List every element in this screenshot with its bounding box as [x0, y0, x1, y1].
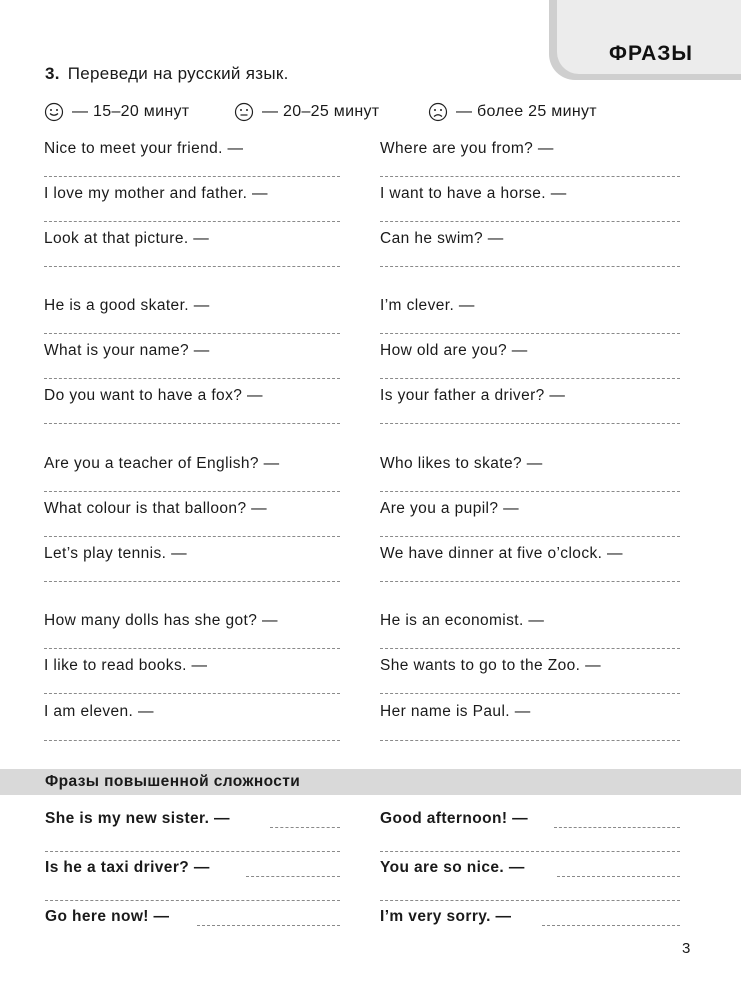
answer-line[interactable] [44, 378, 340, 379]
answer-line[interactable] [380, 581, 680, 582]
answer-line[interactable] [45, 851, 340, 852]
phrase-left: What colour is that balloon? — [44, 500, 268, 517]
answer-line[interactable] [557, 876, 680, 877]
phrase-left: Look at that picture. — [44, 230, 210, 247]
answer-line[interactable] [380, 221, 680, 222]
phrase-left: He is a good skater. — [44, 297, 210, 314]
advanced-section-title: Фразы повышенной сложности [45, 773, 301, 790]
answer-line[interactable] [44, 581, 340, 582]
answer-line[interactable] [44, 693, 340, 694]
answer-line[interactable] [44, 740, 340, 741]
phrase-left: I love my mother and father. — [44, 185, 268, 202]
answer-line[interactable] [380, 423, 680, 424]
answer-line[interactable] [380, 266, 680, 267]
page-number: 3 [682, 940, 691, 957]
answer-line[interactable] [380, 176, 680, 177]
timing-label: — 20–25 минут [262, 103, 380, 120]
timing-label: — 15–20 минут [72, 103, 190, 120]
advanced-phrase-left: Is he a taxi driver? — [45, 859, 210, 876]
advanced-phrase-right: You are so nice. — [380, 859, 525, 876]
advanced-phrase-right: Good afternoon! — [380, 810, 529, 827]
answer-line[interactable] [380, 536, 680, 537]
smiling-face-icon [44, 102, 64, 122]
advanced-phrase-left: She is my new sister. — [45, 810, 230, 827]
answer-line[interactable] [246, 876, 340, 877]
phrase-right: He is an economist. — [380, 612, 545, 629]
phrase-left: Do you want to have a fox? — [44, 387, 263, 404]
answer-line[interactable] [554, 827, 680, 828]
advanced-phrase-right: I’m very sorry. — [380, 908, 512, 925]
task-number: 3. [45, 64, 60, 83]
phrase-right: I’m clever. — [380, 297, 475, 314]
answer-line[interactable] [380, 693, 680, 694]
answer-line[interactable] [44, 266, 340, 267]
phrase-right: She wants to go to the Zoo. — [380, 657, 601, 674]
phrase-right: Who likes to skate? — [380, 455, 543, 472]
phrase-left: I am eleven. — [44, 703, 154, 720]
answer-line[interactable] [44, 648, 340, 649]
neutral-face-icon [234, 102, 254, 122]
answer-line[interactable] [380, 900, 680, 901]
phrase-left: Nice to meet your friend. — [44, 140, 244, 157]
answer-line[interactable] [44, 333, 340, 334]
answer-line[interactable] [270, 827, 340, 828]
advanced-phrase-left: Go here now! — [45, 908, 170, 925]
answer-line[interactable] [197, 925, 340, 926]
phrase-right: Are you a pupil? — [380, 500, 520, 517]
answer-line[interactable] [44, 491, 340, 492]
sad-face-icon [428, 102, 448, 122]
section-title: ФРАЗЫ [609, 42, 693, 65]
timing-item [44, 102, 189, 122]
timing-legend [44, 102, 664, 126]
answer-line[interactable] [44, 536, 340, 537]
answer-line[interactable] [380, 491, 680, 492]
phrase-right: We have dinner at five o’clock. — [380, 545, 623, 562]
answer-line[interactable] [380, 851, 680, 852]
answer-line[interactable] [380, 648, 680, 649]
phrase-right: Where are you from? — [380, 140, 554, 157]
answer-line[interactable] [380, 333, 680, 334]
advanced-section-header [0, 769, 741, 795]
phrase-right: How old are you? — [380, 342, 528, 359]
answer-line[interactable] [542, 925, 680, 926]
task-instruction [45, 64, 289, 84]
phrase-left: Are you a teacher of English? — [44, 455, 280, 472]
phrase-left: Let’s play tennis. — [44, 545, 187, 562]
task-text: Переведи на русский язык. [67, 64, 289, 83]
timing-label: — более 25 минут [456, 103, 597, 120]
phrase-right: Her name is Paul. — [380, 703, 531, 720]
timing-item [234, 102, 379, 122]
phrase-right: I want to have a horse. — [380, 185, 567, 202]
phrase-left: How many dolls has she got? — [44, 612, 278, 629]
answer-line[interactable] [380, 740, 680, 741]
phrase-right: Is your father a driver? — [380, 387, 566, 404]
timing-item [428, 102, 597, 122]
phrase-left: I like to read books. — [44, 657, 208, 674]
answer-line[interactable] [45, 900, 340, 901]
answer-line[interactable] [380, 378, 680, 379]
phrase-left: What is your name? — [44, 342, 210, 359]
header-tab [557, 0, 741, 74]
answer-line[interactable] [44, 221, 340, 222]
answer-line[interactable] [44, 423, 340, 424]
phrase-right: Can he swim? — [380, 230, 504, 247]
answer-line[interactable] [44, 176, 340, 177]
